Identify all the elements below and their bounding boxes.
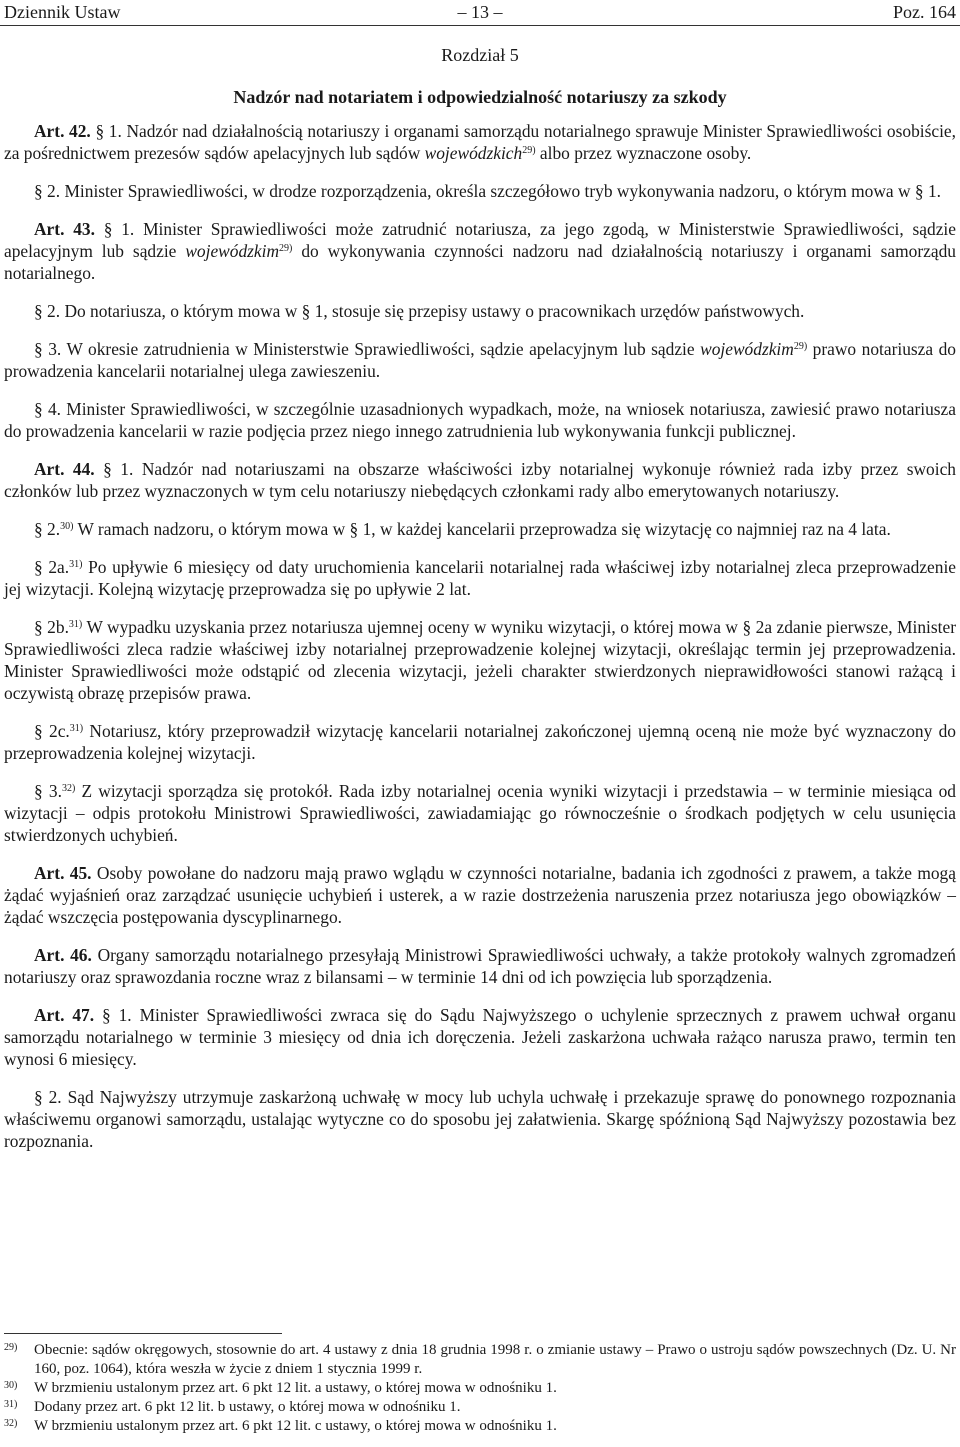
position-number: Poz. 164 — [893, 2, 956, 22]
paragraph-text: Nadzór nad notariuszami na obszarze właściwości izby notarialnej wykonuje również rada izby przez swoich członków lub przez wyznaczonych w tym celu notariuszy niebędących członkami rady albo emerytowanych notariuszy. — [4, 459, 956, 501]
paragraph-text: Nadzór nad działalnością notariuszy i organami samorządu notarialnego sprawuje Minister Sprawiedliwości osobiście, za pośrednictwem prezesów sądów apelacyjnych lub sądów — [4, 121, 956, 163]
footnote-text: Obecnie: sądów okręgowych, stosownie do art. 4 ustawy z dnia 18 grudnia 1998 r. o zmianie ustawy – Prawo o ustroju sądów powszechnych (Dz. U. Nr 160, poz. 1064), która weszła w życie z dniem 1 stycznia 1999 r. — [34, 1342, 956, 1377]
paragraph-text: W wypadku uzyskania przez notariusza ujemnej oceny w wyniku wizytacji, o której mowa w § 2a zdanie pierwsze, Minister Sprawiedliwości zleca radzie właściwej izby notarialnej przeprowadzenie kolejnej wizytacji, określając termin jej przeprowadzenia. Minister Sprawiedliwości może odstąpić od zlecenia wizytacji, jeżeli charakter stwierdzonych nieprawidłowości stanowi rażącą i oczywistą obrazę przepisów prawa. — [4, 617, 956, 703]
footnote-item — [4, 1417, 956, 1436]
italic-term: wojewódzkich — [424, 143, 523, 163]
art-42-par-2 — [4, 180, 956, 202]
footnote-ref: 29) — [522, 145, 536, 156]
paragraph-text: do wykonywania czynności nadzoru nad działalnością notariuszy i organami samorządu notarialnego. — [4, 241, 956, 283]
paragraph-text: Osoby powołane do nadzoru mają prawo wglądu w czynności notarialne, badania ich zgodności z prawem, a także mogą żądać wyjaśnień oraz zarządzać usunięcie uchybień i usterek, a w razie dostrzeżenia naruszenia przez notariusza jego obowiązków – żądać wszczęcia postępowania dyscyplinarnego. — [4, 863, 956, 927]
article-label: Art. 43. — [34, 219, 95, 239]
footnotes — [4, 1341, 956, 1436]
page-header — [0, 0, 960, 26]
footnote-item — [4, 1379, 956, 1398]
paragraph-number: § 1. — [95, 121, 122, 141]
paragraph-text: Sąd Najwyższy utrzymuje zaskarżoną uchwałę w mocy lub uchyla uchwałę i przekazuje sprawę do ponownego rozpoznania właściwemu organowi samorządu, ustalając wytyczne co do sposobu jej załatwienia. Skargę spóźnioną Sąd Najwyższy pozostawia bez rozpoznania. — [4, 1087, 956, 1151]
footnote-number: 31) — [4, 1399, 18, 1410]
footnote-ref: 29) — [793, 341, 808, 352]
paragraph-text: Po upływie 6 miesięcy od daty uruchomienia kancelarii notarialnej rada właściwej izby notarialnej zleca przeprowadzenie jej wizytacji. Kolejną wizytację przeprowadza się po upływie 2 lat. — [4, 557, 956, 599]
art-44-par-3 — [4, 780, 956, 846]
footnote-ref: 30) — [60, 521, 74, 532]
paragraph-number: § 3. — [34, 781, 62, 801]
footnote-ref: 32) — [61, 783, 76, 794]
italic-term: wojewódzkim — [700, 339, 794, 359]
footnote-number: 29) — [4, 1342, 18, 1353]
art-44-par-2c — [4, 720, 956, 764]
article-label: Art. 42. — [34, 121, 91, 141]
paragraph-number: § 3. — [34, 339, 62, 359]
page-number: – 13 – — [457, 2, 503, 22]
footnote-number: 30) — [4, 1380, 18, 1391]
art-44-par-1 — [4, 458, 956, 502]
paragraph-number: § 1. — [103, 219, 135, 239]
article-label: Art. 47. — [34, 1005, 95, 1025]
paragraph-text: Notariusz, który przeprowadził wizytację kancelarii notarialnej zakończonej ujemną oceną nie może być wyznaczony do przeprowadzenia kolejnej wizytacji. — [4, 721, 956, 763]
paragraph-text: Z wizytacji sporządza się protokół. Rada izby notarialnej ocenia wyniki wizytacji i przedstawia – w terminie miesiąca od wizytacji – odpis protokołu Ministrowi Sprawiedliwości, zawiadamiając go równocześnie o środkach podjętych w celu usunięcia stwierdzonych uchybień. — [4, 781, 956, 845]
header-rule — [0, 25, 960, 26]
footnote-ref: 31) — [69, 723, 84, 734]
footnote-item — [4, 1398, 956, 1417]
footnote-ref: 29) — [279, 243, 293, 254]
art-46 — [4, 944, 956, 988]
paragraph-text: prawo notariusza do prowadzenia kancelarii notarialnej ulega zawieszeniu. — [4, 339, 956, 381]
document-body — [4, 120, 956, 1168]
paragraph-text: Minister Sprawiedliwości może zatrudnić notariusza, za jego zgodą, w Ministerstwie Sprawiedliwości, sądzie apelacyjnym lub sądzie — [4, 219, 956, 261]
paragraph-number: § 2. — [34, 1087, 62, 1107]
art-42-par-1 — [4, 120, 956, 164]
journal-name: Dziennik Ustaw — [4, 2, 121, 22]
art-44-par-2b — [4, 616, 956, 704]
article-label: Art. 46. — [34, 945, 92, 965]
paragraph-number: § 2a. — [34, 557, 70, 577]
footnote-ref: 31) — [69, 559, 83, 570]
footnote-ref: 31) — [68, 619, 83, 630]
footnote-text: W brzmieniu ustalonym przez art. 6 pkt 12 lit. a ustawy, o której mowa w odnośniku 1. — [34, 1380, 557, 1396]
italic-term: wojewódzkim — [185, 241, 280, 261]
paragraph-number: § 1. — [102, 1005, 132, 1025]
paragraph-number: § 4. — [34, 399, 61, 419]
paragraph-number: § 2. — [34, 181, 61, 201]
paragraph-text: Minister Sprawiedliwości zwraca się do Sądu Najwyższego o uchylenie sprzecznych z prawem uchwał organu samorządu notarialnego w terminie 3 miesięcy od dnia ich doręczenia. Jeżeli zaskarżona uchwała rażąco narusza prawo, termin ten wynosi 6 miesięcy. — [4, 1005, 956, 1069]
paragraph-number: § 2b. — [34, 617, 69, 637]
art-45 — [4, 862, 956, 928]
paragraph-number: § 2. — [34, 519, 61, 539]
art-47-par-2 — [4, 1086, 956, 1152]
article-label: Art. 44. — [34, 459, 95, 479]
footnote-item — [4, 1341, 956, 1379]
paragraph-text: albo przez wyznaczone osoby. — [539, 143, 752, 163]
footnote-text: W brzmieniu ustalonym przez art. 6 pkt 12 lit. c ustawy, o której mowa w odnośniku 1. — [34, 1418, 557, 1434]
article-label: Art. 45. — [34, 863, 92, 883]
chapter-title: Nadzór nad notariatem i odpowiedzialność notariuszy za szkody — [233, 87, 727, 107]
art-44-par-2a — [4, 556, 956, 600]
footnote-text: Dodany przez art. 6 pkt 12 lit. b ustawy, o której mowa w odnośniku 1. — [34, 1399, 461, 1415]
paragraph-text: Minister Sprawiedliwości, w drodze rozporządzenia, określa szczegółowo tryb wykonywania nadzoru, o którym mowa w § 1. — [64, 181, 941, 201]
art-43-par-3 — [4, 338, 956, 382]
paragraph-text: W okresie zatrudnienia w Ministerstwie Sprawiedliwości, sądzie apelacyjnym lub sądzie — [66, 339, 695, 359]
paragraph-text: W ramach nadzoru, o którym mowa w § 1, w każdej kancelarii przeprowadza się wizytację co najmniej raz na 4 lata. — [77, 519, 891, 539]
footnote-number: 32) — [4, 1418, 18, 1429]
art-47-par-1 — [4, 1004, 956, 1070]
footnote-rule — [4, 1333, 282, 1334]
chapter-number: Rozdział 5 — [441, 45, 519, 65]
paragraph-text: Organy samorządu notarialnego przesyłają Ministrowi Sprawiedliwości uchwały, a także protokoły walnych zgromadzeń notariuszy oraz sprawozdania roczne wraz z bilansami – w terminie 14 dni od ich powzięcia lub sporządzenia. — [4, 945, 956, 987]
paragraph-number: § 2c. — [34, 721, 70, 741]
art-43-par-4 — [4, 398, 956, 442]
art-44-par-2 — [4, 518, 956, 540]
paragraph-text: Minister Sprawiedliwości, w szczególnie uzasadnionych wypadkach, może, na wniosek notariusza, zawiesić prawo notariusza do prowadzenia kancelarii w razie podjęcia przez niego innego zatrudnienia lub wykonywania funkcji publicznej. — [4, 399, 956, 441]
art-43-par-2 — [4, 300, 956, 322]
art-43-par-1 — [4, 218, 956, 284]
paragraph-number: § 2. — [34, 301, 61, 321]
paragraph-text: Do notariusza, o którym mowa w § 1, stosuje się przepisy ustawy o pracownikach urzędów państwowych. — [64, 301, 805, 321]
paragraph-number: § 1. — [103, 459, 134, 479]
